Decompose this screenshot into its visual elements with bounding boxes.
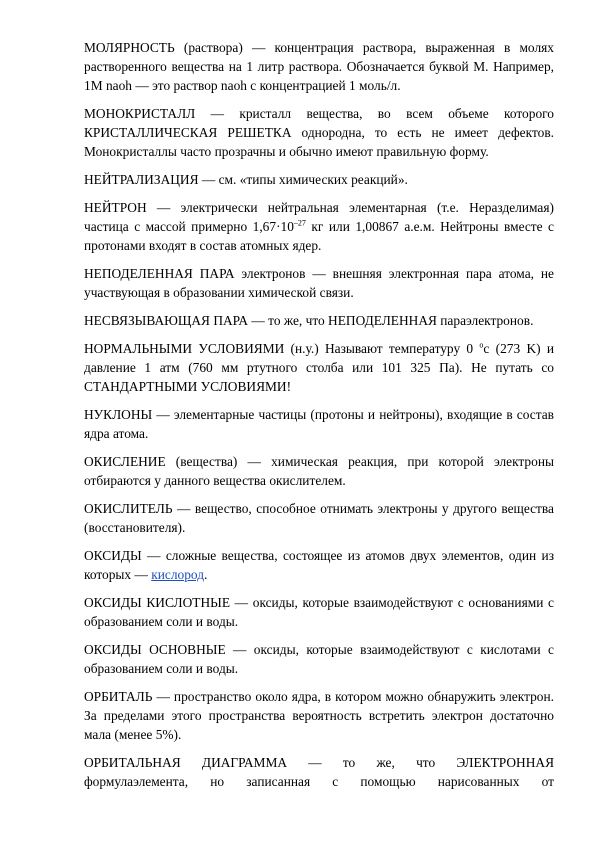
entry-normalnye-usloviya [84,339,554,396]
entry-oksidy-kislotnye: ОКСИДЫ КИСЛОТНЫЕ — оксиды, которые взаимодействуют с основаниями с образованием соли и воды. [84,595,554,629]
entry-okislenie: ОКИСЛЕНИЕ (вещества) — химическая реакция, при которой электроны отбираются у данного вещества окислителем. [84,454,554,488]
entry-orbitalnaya-diagramma: ОРБИТАЛЬНАЯ ДИАГРАММА — то же, что ЭЛЕКТРОННАЯ формулаэлемента, но записанная с помощью нарисованных от [84,755,554,789]
entry-nepodelennaya-para: НЕПОДЕЛЕННАЯ ПАРА электронов — внешняя электронная пара атома, не участвующая в образовании химической связи. [84,266,554,300]
entry-molyarnost: МОЛЯРНОСТЬ (раствора) — концентрация раствора, выраженная в молях растворенного вещества на 1 литр раствора. Обозначается буквой М. Например, 1М naoh — это раствор naoh с концентрацией 1 моль/л. [84,40,554,93]
entry-neytron-text-end: кг или 1,00867 а.е.м. Нейтроны вместе с протонами входят в состав атомных ядер. [84,219,554,253]
entry-orbital: ОРБИТАЛЬ — пространство около ядра, в котором можно обнаружить электрон. За пределами этого пространства вероятность встретить электрон достаточно мала (менее 5%). [84,689,554,742]
document-page [84,38,554,800]
entry-nesvyazyvayushchaya-para: НЕСВЯЗЫВАЮЩАЯ ПАРА — то же, что НЕПОДЕЛЕННАЯ параэлектронов. [84,313,534,328]
entry-oksidy [84,546,554,584]
entry-oksidy-text-end: . [204,567,208,582]
entry-oksidy-osnovnye: ОКСИДЫ ОСНОВНЫЕ — оксиды, которые взаимодействуют с кислотами с образованием соли и воды. [84,642,554,676]
entry-nuklony: НУКЛОНЫ — элементарные частицы (протоны и нейтроны), входящие в состав ядра атома. [84,407,554,441]
kislorod-link[interactable]: кислород [151,567,205,582]
entry-okislitel: ОКИСЛИТЕЛЬ — вещество, способное отнимать электроны у другого вещества (восстановителя). [84,501,554,535]
exponent: –27 [293,218,306,228]
entry-normalnye-usloviya-text: НОРМАЛЬНЫМИ УСЛОВИЯМИ (н.у.) Называют температуру 0 [84,341,480,356]
entry-neytron-text: НЕЙТРОН — электрически нейтральная элементарная (т.е. Неразделимая) частица с массой примерно 1,67·10 [84,200,554,234]
entry-monokristall: МОНОКРИСТАЛЛ — кристалл вещества, во всем объеме которого КРИСТАЛЛИЧЕСКАЯ РЕШЕТКА однородна, то есть не имеет дефектов. Монокристаллы часто прозрачны и обычно имеют правильную форму. [84,106,554,159]
entry-neytron [84,198,554,255]
entry-normalnye-usloviya-text-end: c (273 K) и давление 1 атм (760 мм ртутного столба или 101 325 Па). Не путать со СТАНДАРТНЫМИ УСЛОВИЯМИ! [84,341,555,394]
entry-oksidy-text: ОКСИДЫ — сложные вещества, состоящее из атомов двух элементов, один из которых — [84,548,554,582]
entry-neytralizatsiya: НЕЙТРАЛИЗАЦИЯ — см. «типы химических реакций». [84,172,408,187]
degree-sign: o [479,340,484,350]
